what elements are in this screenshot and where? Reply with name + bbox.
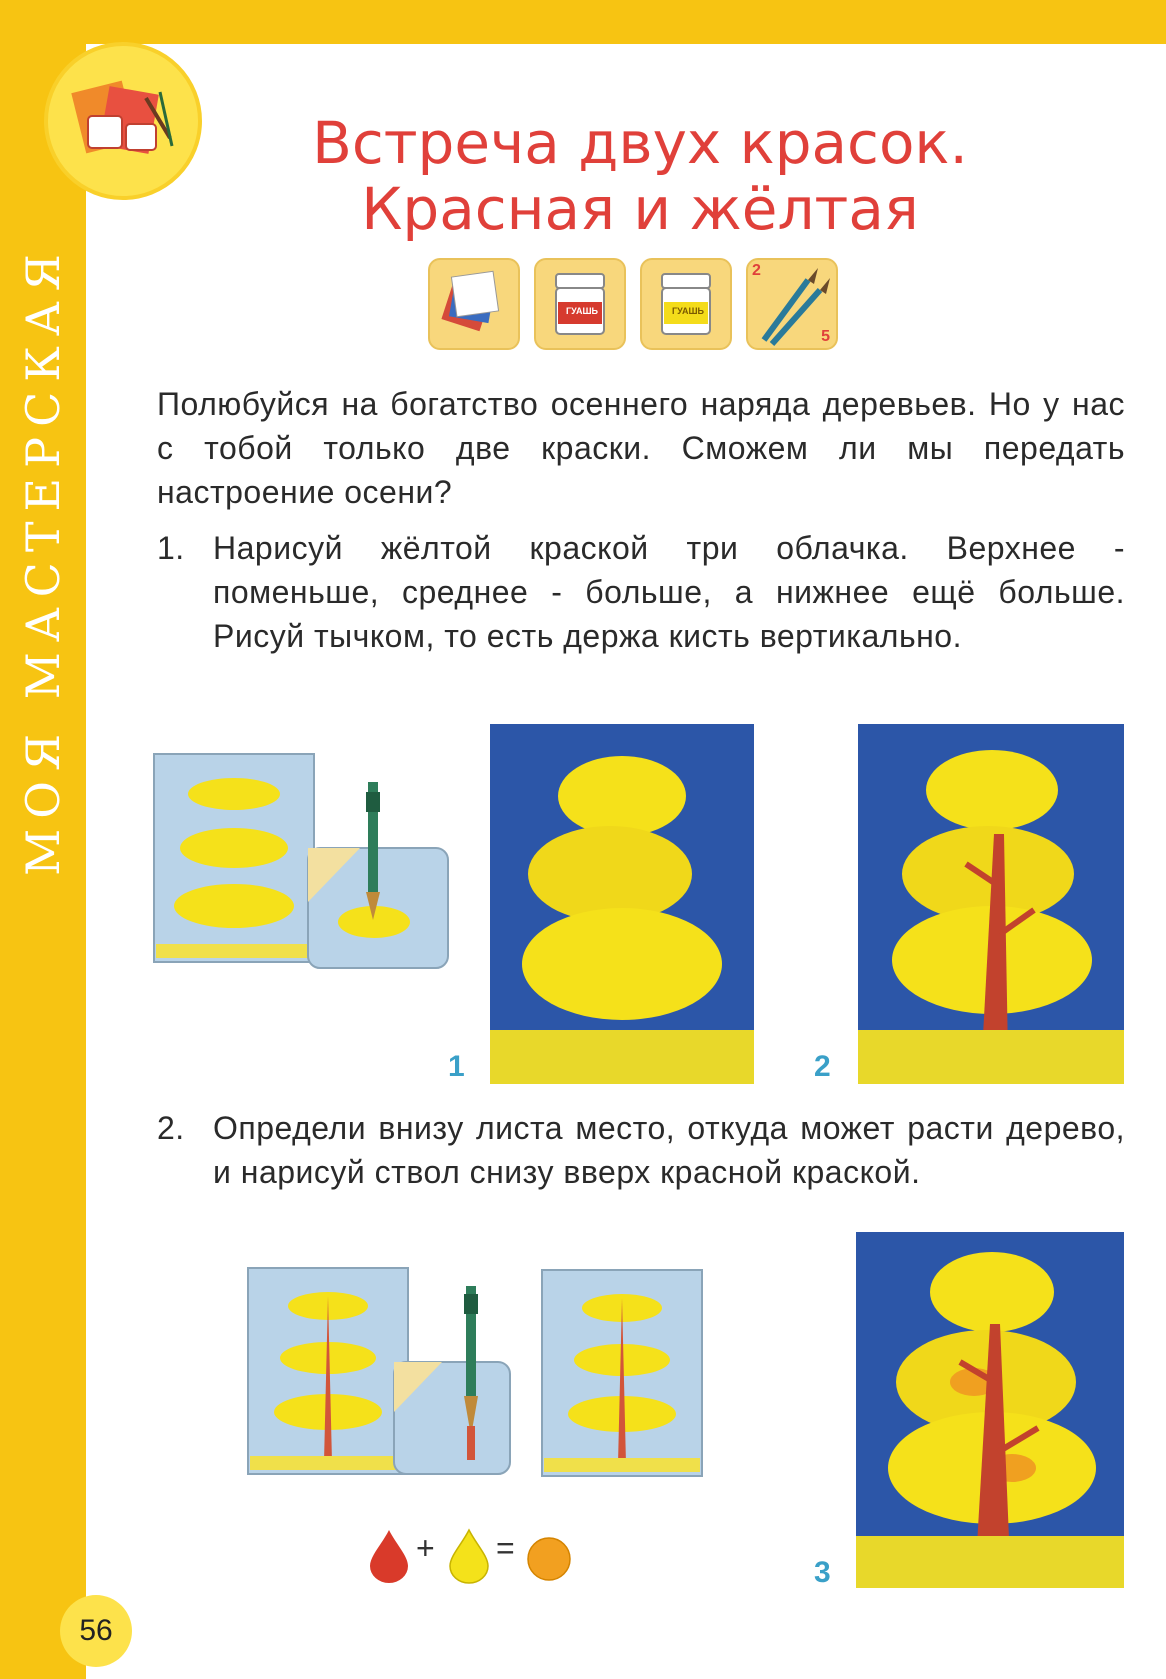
red-jar-label: ГУАШЬ (565, 306, 599, 316)
paper-sheets-tile (428, 258, 520, 350)
figure-3-painting (856, 1232, 1124, 1588)
yellow-gouache-jar-icon (642, 260, 730, 348)
step-2 (157, 1106, 1125, 1194)
page-title (260, 110, 1020, 242)
figure-3-label: 3 (814, 1556, 831, 1589)
yellow-gouache-tile (640, 258, 732, 350)
step-2-number: 2. (157, 1110, 185, 1146)
step-1-number: 1. (157, 530, 185, 566)
red-gouache-tile (534, 258, 626, 350)
step-1 (157, 526, 1125, 658)
brush-size-5: 5 (821, 328, 830, 345)
materials-row (428, 258, 838, 350)
section-label: МОЯ МАСТЕРСКАЯ (16, 244, 70, 876)
figure-2-label: 2 (814, 1050, 831, 1083)
title-line-1: Встреча двух красок. (312, 109, 968, 177)
art-supplies-icon (48, 46, 198, 196)
step-2-sketch (246, 1266, 518, 1482)
step-2-text: Определи внизу листа место, откуда может расти дерево, и нарисуй ствол снизу вверх красной краской. (213, 1110, 1125, 1190)
workshop-emblem (44, 42, 202, 200)
title-line-2: Красная и жёлтая (361, 175, 919, 243)
brushes-tile (746, 258, 838, 350)
yellow-jar-label: ГУАШЬ (671, 306, 705, 316)
plus-sign: + (416, 1530, 435, 1566)
figure-2-painting (858, 724, 1124, 1084)
figure-1-painting (490, 724, 754, 1084)
red-gouache-jar-icon (536, 260, 624, 348)
color-mix-formula (366, 1522, 586, 1584)
equals-sign: = (496, 1530, 515, 1566)
step-2-result-sketch (540, 1268, 704, 1480)
top-band (0, 0, 1166, 44)
figure-1-label: 1 (448, 1050, 465, 1083)
page-number: 56 (60, 1595, 132, 1667)
orange-circle-icon (526, 1536, 572, 1582)
red-drop-icon (366, 1528, 412, 1584)
yellow-drop-icon (446, 1528, 492, 1584)
step-1-text: Нарисуй жёлтой краской три облачка. Верхнее - поменьше, среднее - больше, а нижнее ещё больше. Рисуй тычком, то есть держа кисть вертикально. (213, 530, 1125, 654)
step-1-sketch (152, 752, 462, 974)
intro-paragraph: Полюбуйся на богатство осеннего наряда деревьев. Но у нас с тобой только две краски. Сможем ли мы передать настроение осени? (157, 386, 1125, 510)
paper-sheets-icon (430, 260, 518, 348)
brush-size-2: 2 (752, 262, 761, 279)
